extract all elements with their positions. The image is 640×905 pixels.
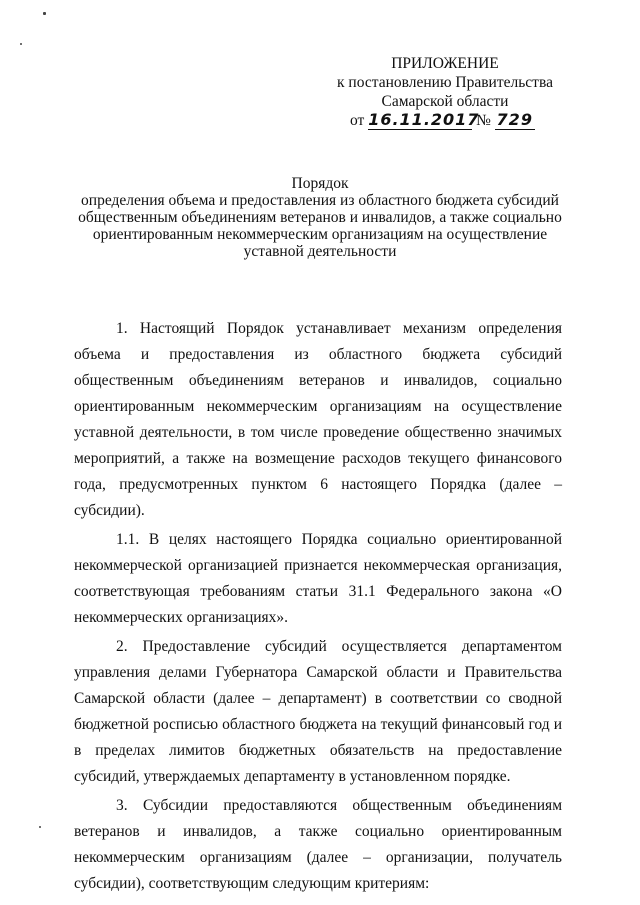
paragraph-2: 2. Предоставление субсидий осуществляется департаментом управления делами Губернатора Самарской области и Правительства Самарской области (далее – департамент) в соответствии со сводной бюджетной росписью областного бюджета на текущий финансовый год и в пределах лимитов бюджетных обязательств на предоставление субсидий, утверждаемых департаменту в установленном порядке. [74,638,562,785]
handwritten-number: 729 [496,110,533,129]
title-line: определения объема и предоставления из областного бюджета субсидий [81,192,559,209]
appendix-label: ПРИЛОЖЕНИЕ [391,55,499,72]
scan-speck [43,12,46,15]
scan-speck [20,43,22,45]
date-prefix: от [350,112,365,129]
appendix-date-line [330,111,560,130]
appendix-line-resolution: к постановлению Правительства [337,74,553,91]
number-prefix: № [476,112,491,129]
paragraph-1: 1. Настоящий Порядок устанавливает механизм определения объема и предоставления из областного бюджета субсидий общественным объединениям ветеранов и инвалидов, социально ориентированным некоммерческим организациям на осуществление уставной деятельности, в том числе проведение общественно значимых мероприятий, а также на возмещение расходов текущего финансового года, предусмотренных пунктом 6 настоящего Порядка (далее – субсидии). [74,320,562,519]
title-line: общественным объединениям ветеранов и инвалидов, а также социально [78,209,562,226]
title-heading: Порядок [291,175,349,192]
appendix-header [330,54,560,130]
document-title [60,175,580,260]
paragraph-3: 3. Субсидии предоставляются общественным объединениям ветеранов и инвалидов, а также социально ориентированным некоммерческим организациям (далее – организации, получатель субсидии), соответствующим следующим критериям: [74,797,562,892]
title-line: ориентированным некоммерческим организациям на осуществление [92,226,548,243]
scan-speck [39,826,41,828]
appendix-line-region: Самарской области [381,93,509,110]
paragraph-1-1: 1.1. В целях настоящего Порядка социально ориентированной некоммерческой организацией признается некоммерческая организация, соответствующая требованиям статьи 31.1 Федерального закона «О некоммерческих организациях». [74,531,562,626]
handwritten-date: 16.11.2017 [368,110,480,129]
title-line: уставной деятельности [243,243,397,260]
document-body [74,316,562,900]
